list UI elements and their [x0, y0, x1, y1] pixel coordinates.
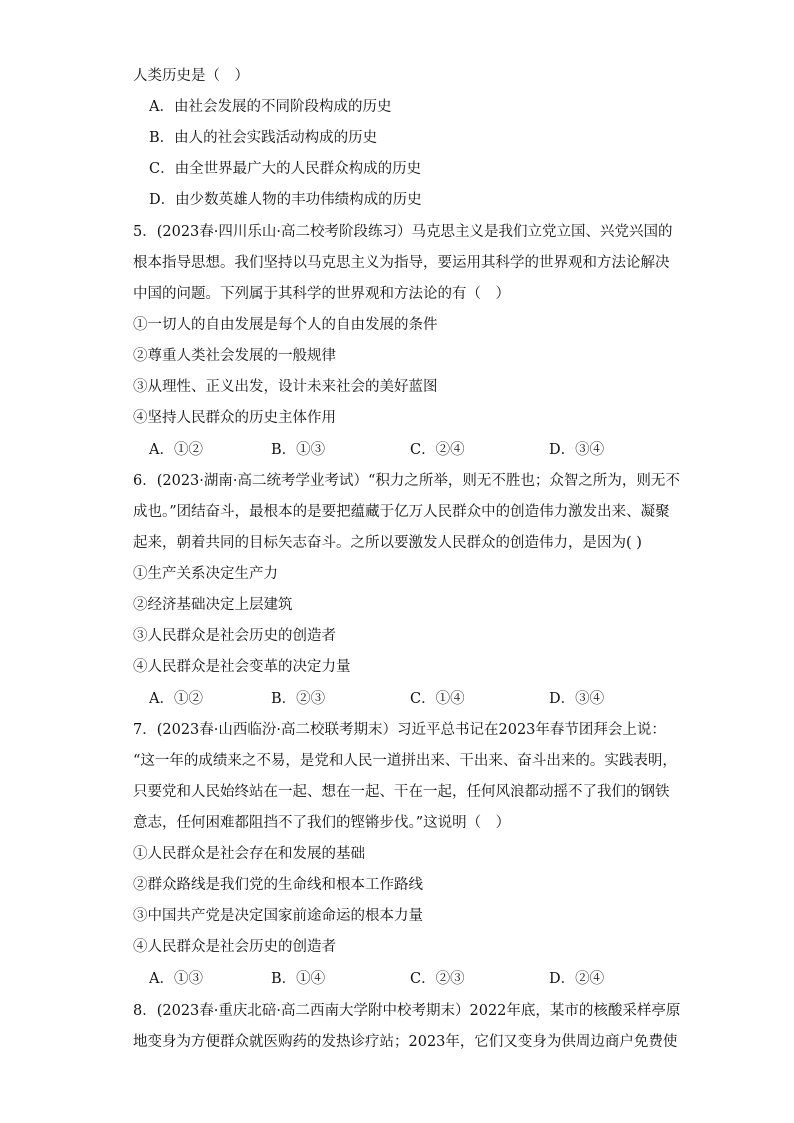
- q6-choice-b: B．②③: [271, 691, 326, 707]
- q6-statement-2: ②经济基础决定上层建筑: [133, 597, 293, 613]
- q7-statement-3: ③中国共产党是决定国家前途命运的根本力量: [133, 908, 423, 924]
- q5-statement-4: ④坚持人民群众的历史主体作用: [133, 410, 336, 426]
- q6-line-2: 成也。”团结奋斗，最根本的是要把蕴藏于亿万人民群众中的创造伟力激发出来、凝聚: [133, 504, 670, 520]
- q5-line-1: 5．(2023春·四川乐山·高二校考阶段练习）马克思主义是我们立党立国、兴党兴国的: [133, 224, 673, 240]
- q7-line-2: “这一年的成绩来之不易，是党和人民一道拼出来、干出来、奋斗出来的。实践表明，: [133, 753, 677, 769]
- q6-choice-a: A．①②: [149, 691, 203, 707]
- q5-choice-d: D．③④: [549, 442, 605, 458]
- q4-option-d: D．由少数英雄人物的丰功伟绩构成的历史: [149, 192, 422, 208]
- q5-choice-c: C．②④: [410, 442, 465, 458]
- q4-option-c: C．由全世界最广大的人民群众构成的历史: [149, 161, 422, 177]
- q5-statement-1: ①一切人的自由发展是每个人的自由发展的条件: [133, 317, 438, 333]
- q6-statement-3: ③人民群众是社会历史的创造者: [133, 628, 336, 644]
- q5-line-2: 根本指导思想。我们坚持以马克思主义为指导，要运用其科学的世界观和方法论解决: [133, 255, 670, 271]
- q7-choice-a: A．①③: [149, 971, 203, 987]
- q6-line-1: 6．(2023·湖南·高二统考学业考试）“积力之所举，则无不胜也；众智之所为，则无不: [133, 473, 680, 489]
- q4-option-a: A．由社会发展的不同阶段构成的历史: [149, 99, 392, 115]
- q6-choice-d: D．③④: [549, 691, 605, 707]
- q8-line-2: 地变身为方便群众就医购药的发热诊疗站；2023年，它们又变身为供周边商户免费使: [133, 1034, 678, 1050]
- q5-choice-b: B．①③: [271, 442, 326, 458]
- q5-statement-3: ③从理性、正义出发，设计未来社会的美好蓝图: [133, 379, 438, 395]
- q6-line-3: 起来，朝着共同的目标矢志奋斗。之所以要激发人民群众的创造伟力，是因为( ): [133, 535, 642, 551]
- q7-choice-b: B．①④: [271, 971, 326, 987]
- q6-statement-4: ④人民群众是社会变革的决定力量: [133, 659, 351, 675]
- q7-statement-2: ②群众路线是我们党的生命线和根本工作路线: [133, 877, 423, 893]
- q6-statement-1: ①生产关系决定生产力: [133, 566, 278, 582]
- q7-line-1: 7．(2023春·山西临汾·高二校联考期末）习近平总书记在2023年春节团拜会上说：: [133, 722, 666, 738]
- q7-statement-1: ①人民群众是社会存在和发展的基础: [133, 846, 365, 862]
- q7-line-4: 意志，任何困难都阻挡不了我们的铿锵步伐。”这说明（ ）: [133, 815, 511, 831]
- q5-statement-2: ②尊重人类社会发展的一般规律: [133, 348, 336, 364]
- q4-option-b: B．由人的社会实践活动构成的历史: [149, 130, 378, 146]
- q5-line-3: 中国的问题。下列属于其科学的世界观和方法论的有（ ）: [133, 286, 510, 302]
- q5-choice-a: A．①②: [149, 442, 203, 458]
- q7-line-3: 只要党和人民始终站在一起、想在一起、干在一起，任何风浪都动摇不了我们的钢铁: [133, 784, 670, 800]
- q8-line-1: 8．(2023春·重庆北碚·高二西南大学附中校考期末）2022年底，某市的核酸采样亭原: [133, 1003, 681, 1019]
- q7-choice-d: D．②④: [549, 971, 605, 987]
- q7-statement-4: ④人民群众是社会历史的创造者: [133, 939, 336, 955]
- q6-choice-c: C．①④: [410, 691, 465, 707]
- q4-stem-tail: 人类历史是（ ）: [133, 68, 249, 84]
- q7-choice-c: C．②③: [410, 971, 465, 987]
